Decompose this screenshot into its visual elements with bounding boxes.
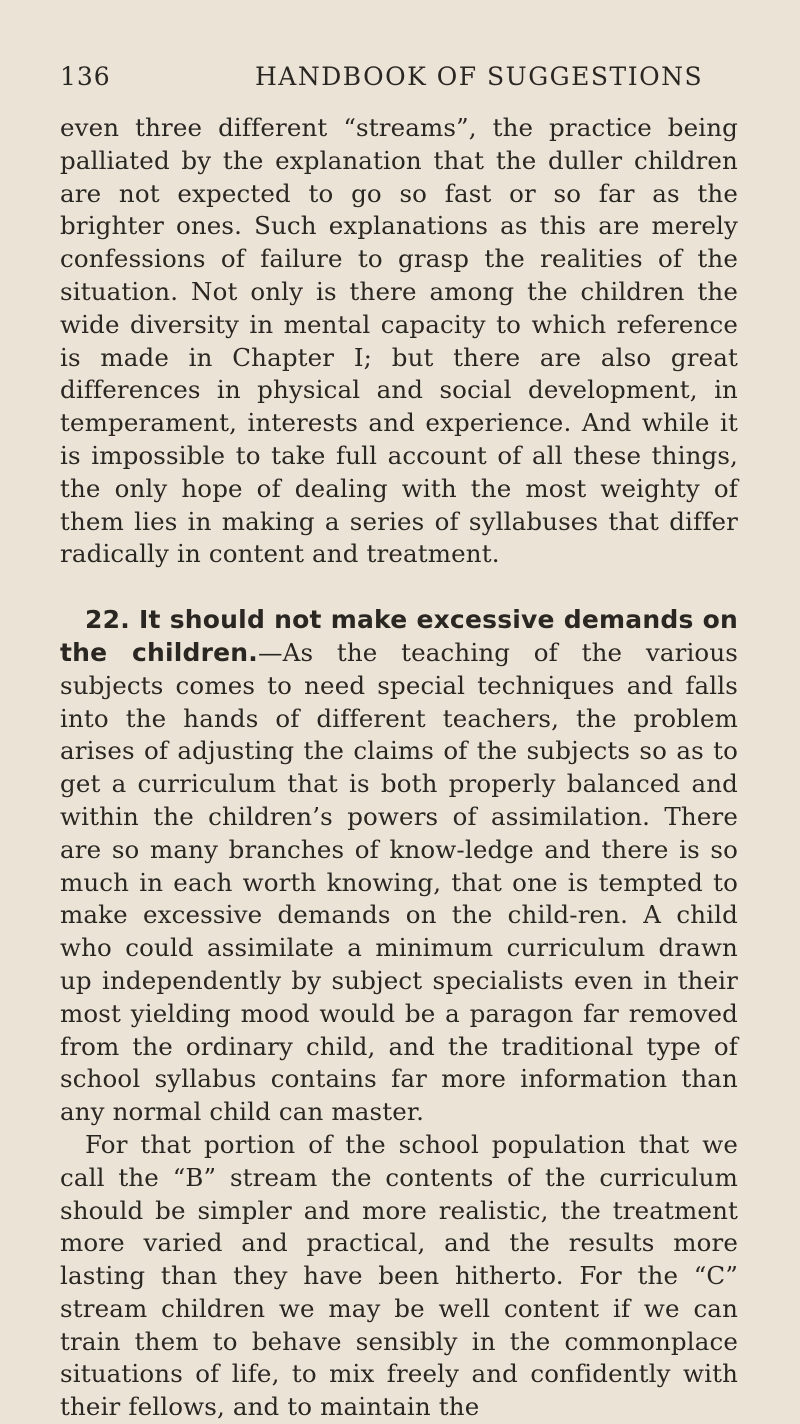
- body-text: [60, 112, 738, 1424]
- page-number: 136: [60, 62, 111, 91]
- section-heading: 22. It should not make excessive demands on the children.: [60, 605, 738, 667]
- running-head: [60, 62, 738, 94]
- running-head-title: HANDBOOK OF SUGGESTIONS: [255, 62, 704, 91]
- paragraph-streams: For that portion of the school population that we call the “B” stream the contents of the curriculum should be simpler and more realistic, the treatment more varied and practical, and the results more lasting than they have been hitherto. For the “C” stream children we may be well content if we can train them to behave sensibly in the commonplace situations of life, to mix freely and confidently with their fellows, and to maintain the: [60, 1129, 738, 1422]
- section-22-paragraph: [60, 604, 738, 1129]
- section-22-text: —As the teaching of the various subjects comes to need special techniques and falls into the hands of different teachers, the problem arises of adjusting the claims of the subjects so as to get a curriculum that is both properly balanced and within the children’s powers of assimilation. There are so many branches of know-ledge and there is so much in each worth knowing, that one is tempted to make excessive demands on the child-ren. A child who could assimilate a minimum curriculum drawn up independently by subject specialists even in their most yielding mood would be a paragon far removed from the ordinary child, and the traditional type of school syllabus contains far more information than any normal child can master.: [60, 637, 738, 1127]
- paragraph-continued: even three different “streams”, the practice being palliated by the explanation that the duller children are not expected to go so fast or so far as the brighter ones. Such explanations as this are merely confessions of failure to grasp the realities of the situation. Not only is there among the children the wide diversity in mental capacity to which reference is made in Chapter I; but there are also great differences in physical and social development, in temperament, interests and experience. And while it is impossible to take full account of all these things, the only hope of dealing with the most weighty of them lies in making a series of syllabuses that differ radically in content and treatment.: [60, 113, 738, 569]
